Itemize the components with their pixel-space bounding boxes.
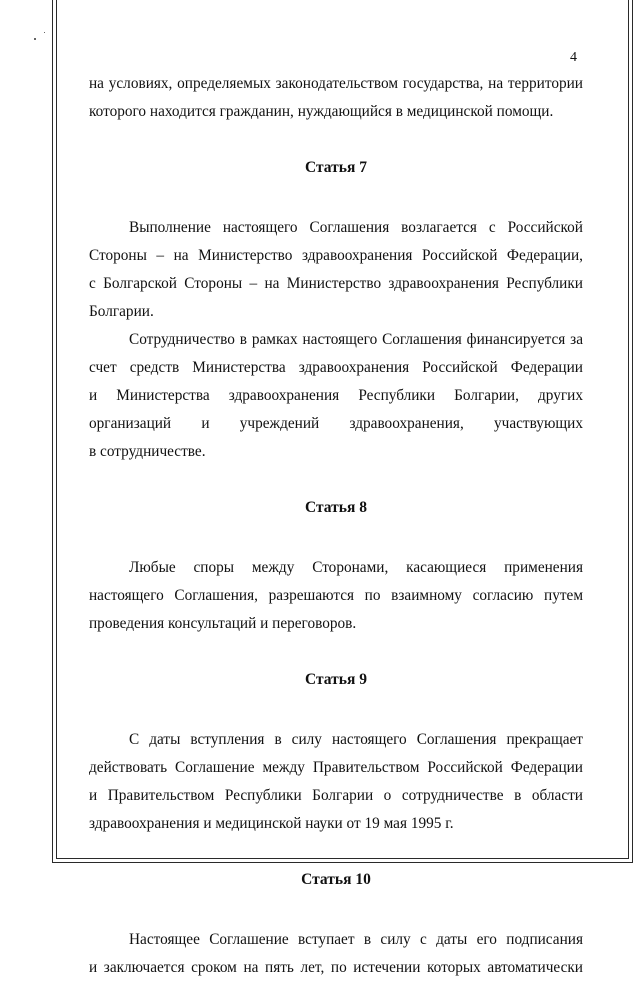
text-line: и Министерства здравоохранения Республики Болгарии, других [89,387,583,404]
text-line: Болгарии. [89,303,154,320]
text-line: Любые споры между Сторонами, касающиеся применения [129,559,583,576]
page-number: 4 [570,50,577,65]
text-line: Выполнение настоящего Соглашения возлагается с Российской [129,219,583,236]
paragraph [89,926,583,982]
text-line: действовать Соглашение между Правительством Российской Федерации [89,759,583,776]
paragraph [89,554,583,638]
text-line: С даты вступления в силу настоящего Соглашения прекращает [129,731,583,748]
text-line: и Правительством Республики Болгарии о сотрудничестве в области [89,787,583,804]
article-heading: Статья 9 [305,671,367,688]
document-body [89,70,583,982]
scan-speck [44,32,45,33]
text-line: с Болгарской Стороны – на Министерство здравоохранения Республики [89,275,583,292]
paragraph [89,70,583,126]
text-line: которого находится гражданин, нуждающийся в медицинской помощи. [89,103,554,120]
article-heading: Статья 10 [301,871,371,888]
article-heading: Статья 8 [305,499,367,516]
text-line: в сотрудничестве. [89,443,206,460]
text-line: Стороны – на Министерство здравоохранения Российской Федерации, [89,247,583,264]
text-line: настоящего Соглашения, разрешаются по взаимному согласию путем [89,587,583,604]
paragraph [89,214,583,326]
scan-speck [34,38,36,40]
text-line: на условиях, определяемых законодательством государства, на территории [89,75,583,92]
text-line: здравоохранения и медицинской науки от 19 мая 1995 г. [89,815,454,832]
text-line: проведения консультаций и переговоров. [89,615,357,632]
article-heading: Статья 7 [305,159,367,176]
paragraph [89,726,583,838]
paragraph [89,326,583,466]
text-line: Настоящее Соглашение вступает в силу с даты его подписания [129,931,583,948]
text-line: организаций и учреждений здравоохранения, участвующих [89,415,583,432]
text-line: счет средств Министерства здравоохранения Российской Федерации [89,359,583,376]
text-line: и заключается сроком на пять лет, по истечении которых автоматически [89,959,583,976]
text-line: Сотрудничество в рамках настоящего Соглашения финансируется за [129,331,583,348]
